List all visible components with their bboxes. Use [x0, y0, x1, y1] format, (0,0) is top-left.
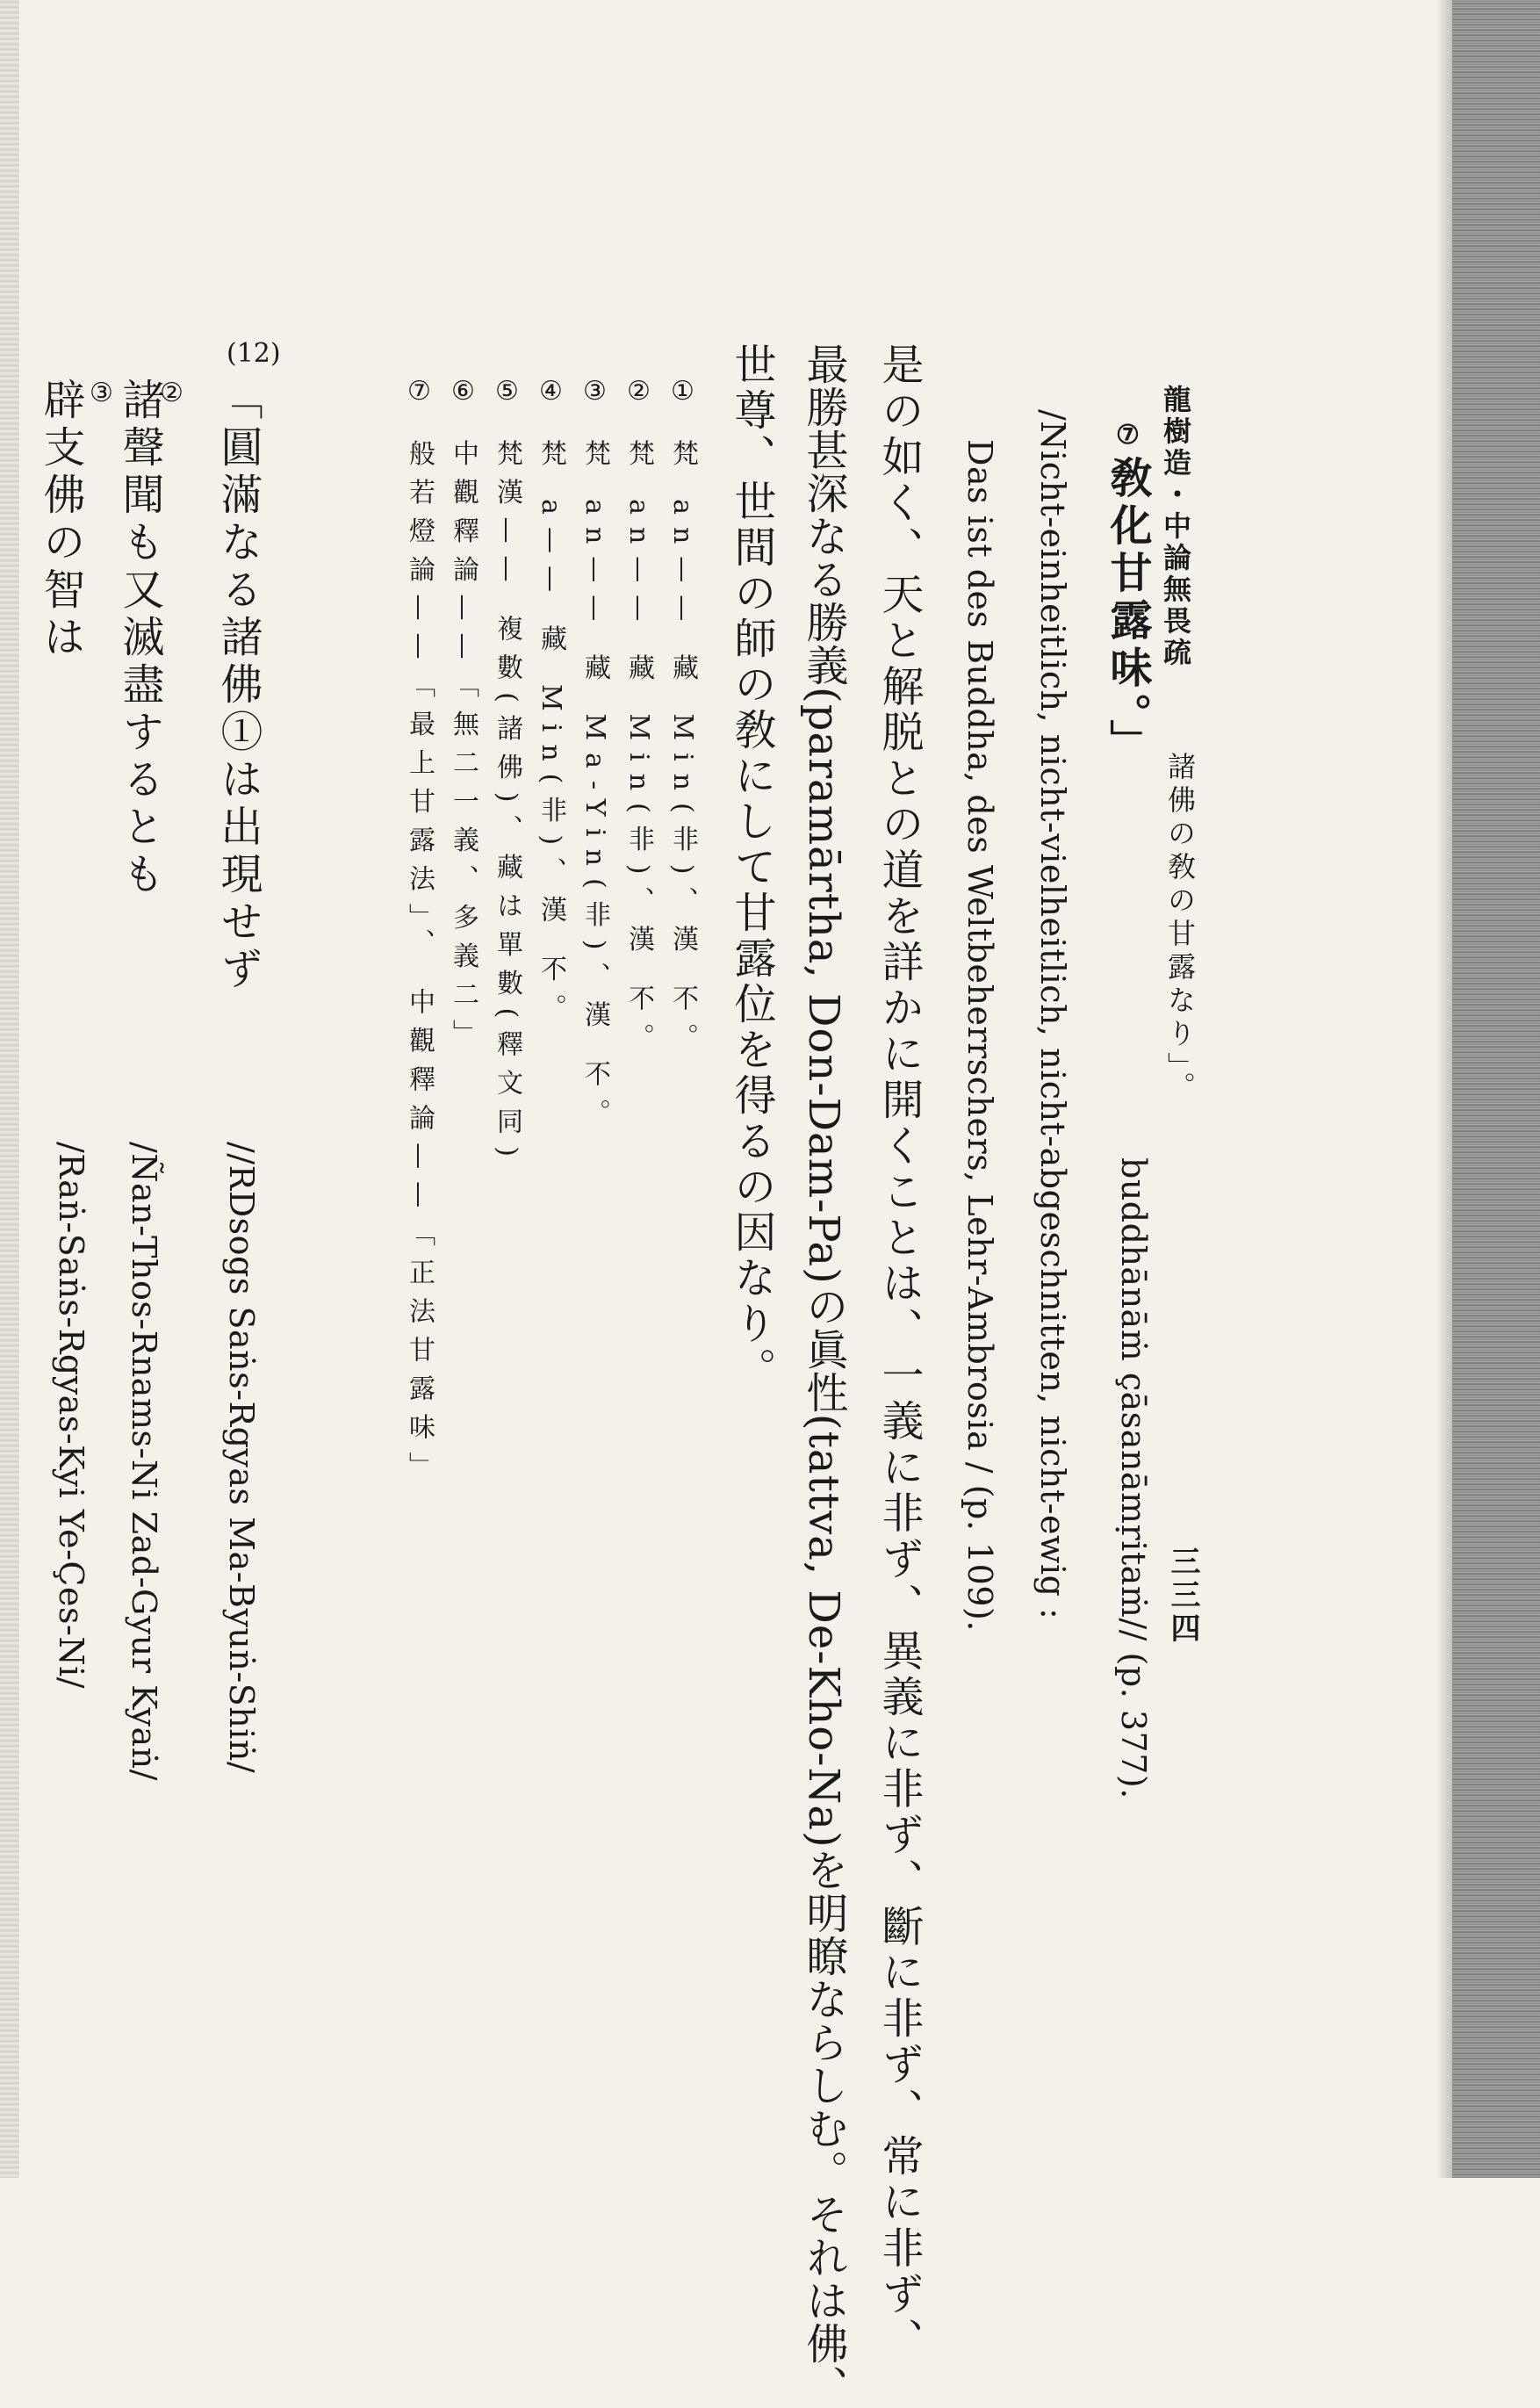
footnote-2-num: ② [623, 376, 654, 419]
verse-head [1103, 420, 1152, 767]
footnote-5-num: ⑤ [492, 376, 522, 419]
page-number: 三三四 [1165, 1546, 1200, 1646]
verse12-label: (12) [227, 338, 281, 369]
verse12-line-3: 辟支佛の智は [36, 378, 85, 662]
verse12-line-3-tibetan: /Raṅ-Saṅs-Rgyas-Kyi Ye-Çes-Ni/ [52, 1142, 90, 1690]
footnote-4-num: ④ [536, 376, 566, 419]
footnote-6-num: ⑥ [448, 376, 479, 419]
verse12-line-1: 「圓滿なる諸佛①は出現せず [213, 378, 263, 994]
body-line-1: 是の如く、天と解脱との道を詳かに開くことは、一義に非ず、異義に非ず、斷に非ず、常に非ず、 [874, 342, 924, 2364]
footnote-3-num: ③ [579, 376, 610, 419]
verse12-line-2-marker: ② [156, 378, 187, 408]
footnote-1-text: 梵 an—— 藏 Min(非)、漢 不。 [667, 439, 698, 1062]
verse12-line-3-marker: ③ [86, 378, 117, 408]
footnote-5-text: 梵漢—— 複數(諸佛)、藏は單數(釋文同) [492, 439, 522, 1169]
german-line-2: Das ist des Buddha, des Weltbeherrschers, Lehr-Ambrosia / (p. 109). [961, 439, 999, 1632]
running-title: 龍樹造・中論無畏疏 [1159, 385, 1192, 669]
footnote-3-text: 梵 an—— 藏 Ma-Yin(非)、漢 不。 [579, 439, 610, 1137]
scan-edge-left [0, 0, 19, 2178]
verse-head-text: 敎化甘露味。」 [1103, 456, 1152, 767]
scan-edge-right [1452, 0, 1540, 2178]
footnote-6-text: 中觀釋論——「無二一義、多義二」 [448, 439, 479, 1058]
body-line-3: 世尊、世間の師の敎にして甘露位を得るの因なり。 [727, 342, 776, 1393]
footnote-2 [623, 376, 654, 1062]
verse12-line-1-tibetan: //RDsogs Saṅs-Rgyas Ma-Byuṅ-Shiṅ/ [222, 1142, 261, 1774]
german-line-1: /Nicht-einheitlich, nicht-vielheitlich, nicht-abgeschnitten, nicht-ewig : [1033, 409, 1072, 1620]
footnote-7 [404, 376, 435, 1491]
footnote-4 [537, 376, 564, 1033]
verse-head-sanskrit: buddhānāṁ çāsanāmṛitaṁ// (p. 377). [1114, 1157, 1153, 1799]
footnote-5 [493, 376, 520, 1169]
footnote-6 [448, 376, 479, 1058]
footnote-2-text: 梵 an—— 藏 Min(非)、漢 不。 [623, 439, 654, 1062]
footnote-1-num: ① [667, 376, 698, 419]
verse12-line-2-tibetan: /Ñan-Thos-Rnams-Ni Zad-Gyur Kyaṅ/ [125, 1142, 163, 1781]
footnote-7-text: 般若燈論——「最上甘露法」、 中觀釋論——「正法甘露味」 [404, 439, 435, 1491]
footnote-7-num: ⑦ [404, 376, 435, 419]
footnote-3 [581, 376, 608, 1137]
footnote-1 [667, 376, 698, 1062]
footnote-4-text: 梵 a—— 藏 Min(非)、漢 不。 [536, 439, 566, 1033]
verse12-line-2: 諸聲聞も又滅盡するとも [115, 378, 164, 899]
verse-head-marker: ⑦ [1112, 420, 1143, 456]
body-line-2: 最勝甚深なる勝義(paramārtha, Don-Dam-Pa)の眞性(tattva, De-Kho-Na)を明瞭ならしむ。それは佛、 [799, 342, 848, 2408]
verse-head-gloss: 諸佛の敎の甘露なり」。 [1163, 752, 1197, 1105]
